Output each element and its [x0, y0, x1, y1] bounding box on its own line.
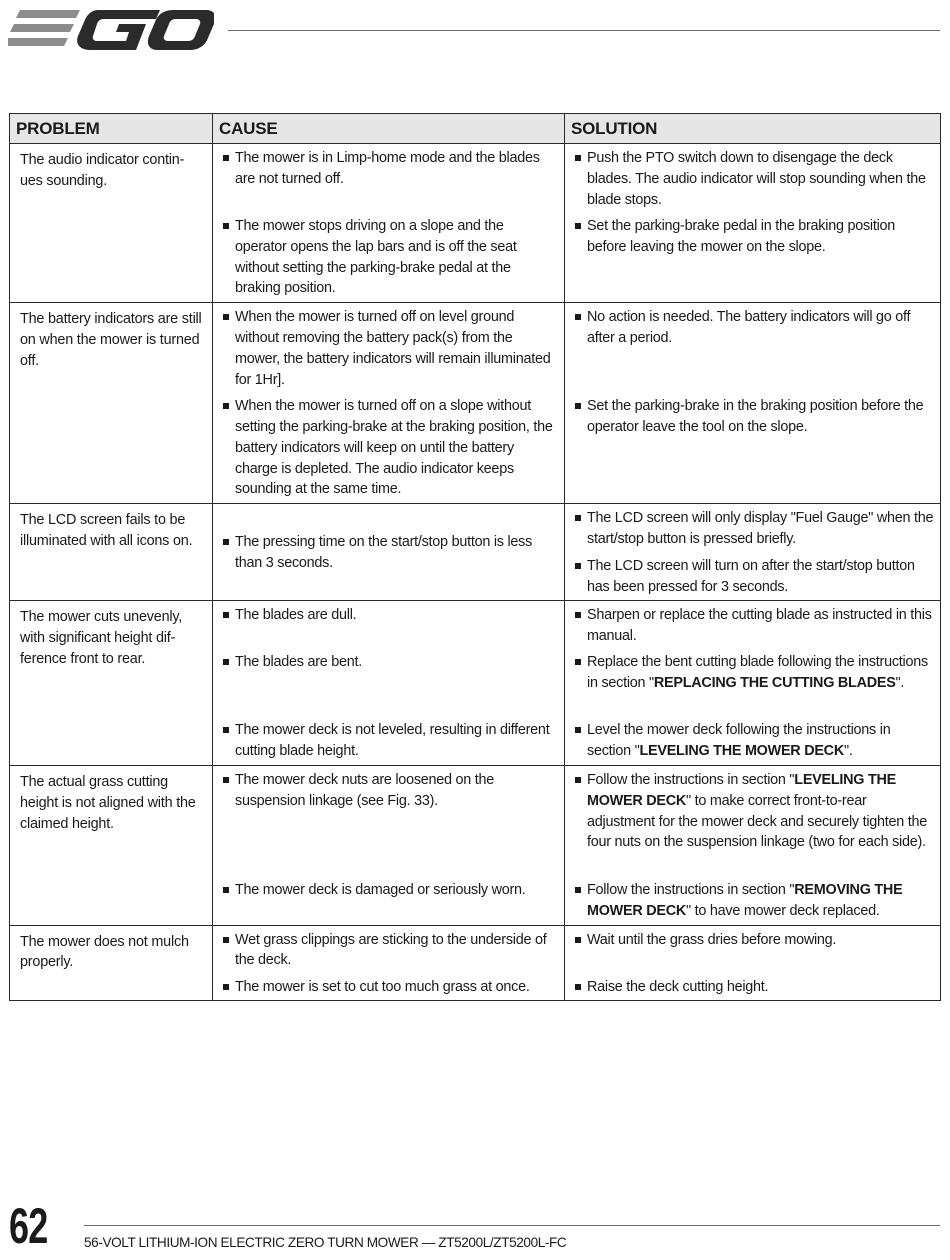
table-row	[10, 504, 941, 601]
column-header-solution: SOLUTION	[565, 114, 941, 144]
solution-item: Wait until the grass dries before mowing.	[573, 930, 934, 971]
solution-item: Set the parking-brake in the braking position before the operator leave the tool on the slope.	[573, 396, 934, 438]
solution-item: The LCD screen will turn on after the start/stop button has been pressed for 3 seconds.	[573, 556, 934, 598]
solution-item: No action is needed. The battery indicators will go off after a period.	[573, 307, 934, 390]
cause-cell	[213, 765, 565, 925]
solution-item: Push the PTO switch down to disengage the deck blades. The audio indicator will stop sounding when the blade stops.	[573, 148, 934, 210]
table-row	[10, 303, 941, 504]
table-header-row	[10, 114, 941, 144]
cause-item: The blades are bent.	[221, 652, 558, 714]
section-reference: REPLACING THE CUTTING BLADES	[653, 675, 896, 692]
cause-item: When the mower is turned off on level ground without removing the battery pack(s) from the mower, the battery indicators will remain illuminated for 1Hr].	[221, 307, 558, 390]
solution-cell	[565, 765, 941, 925]
cause-cell	[213, 601, 565, 766]
solution-item: Raise the deck cutting height.	[573, 977, 934, 998]
cause-item: When the mower is turned off on a slope without setting the parking-brake at the braking position, the battery indicators will keep on until the battery charge is depleted. The audio indicator keeps sounding at the same time.	[221, 396, 558, 500]
solution-item: Replace the bent cutting blade following the instructions in section "REPLACING THE CUTTING BLADES".	[573, 652, 934, 714]
solution-item: Follow the instructions in section "LEVELING THE MOWER DECK" to make correct front-to-rear adjustment for the mower deck and securely tighten the four nuts on the suspension linkage (two for each side).	[573, 770, 934, 874]
page-number: 62	[9, 1198, 48, 1254]
cause-item: The mower deck is damaged or seriously worn.	[221, 880, 558, 901]
cause-cell	[213, 144, 565, 303]
solution-item: The LCD screen will only display "Fuel Gauge" when the start/stop button is pressed briefly.	[573, 508, 934, 550]
problem-cell: The mower does not mulch properly.	[10, 925, 213, 1001]
solution-cell	[565, 601, 941, 766]
table-row	[10, 765, 941, 925]
solution-cell	[565, 504, 941, 601]
ego-logo-icon	[8, 4, 214, 54]
section-reference: REMOVING THE MOWER DECK	[587, 881, 903, 919]
cause-cell	[213, 925, 565, 1001]
problem-cell: The LCD screen fails to be illuminated with all icons on.	[10, 504, 213, 601]
solution-cell	[565, 303, 941, 504]
solution-item: Level the mower deck following the instructions in section "LEVELING THE MOWER DECK".	[573, 720, 934, 762]
solution-item: Sharpen or replace the cutting blade as instructed in this manual.	[573, 605, 934, 646]
cause-item: The mower deck nuts are loosened on the suspension linkage (see Fig. 33).	[221, 770, 558, 874]
cause-item: The blades are dull.	[221, 605, 558, 646]
header-divider	[228, 30, 940, 31]
column-header-cause: CAUSE	[213, 114, 565, 144]
problem-cell: The battery indicators are still on when the mower is turned off.	[10, 303, 213, 504]
column-header-problem: PROBLEM	[10, 114, 213, 144]
footer-title: 56-VOLT LITHIUM-ION ELECTRIC ZERO TURN MOWER — ZT5200L/ZT5200L-FC	[84, 1235, 567, 1250]
table-row	[10, 601, 941, 766]
problem-cell: The actual grass cutting height is not aligned with the claimed height.	[10, 765, 213, 925]
troubleshooting-table	[9, 113, 941, 1001]
cause-item: The mower stops driving on a slope and the operator opens the lap bars and is off the seat without setting the parking-brake pedal at the braking position.	[221, 216, 558, 299]
problem-cell: The mower cuts unevenly, with significant height dif-ference front to rear.	[10, 601, 213, 766]
cause-item: Wet grass clippings are sticking to the underside of the deck.	[221, 930, 558, 971]
problem-cell: The audio indicator contin-ues sounding.	[10, 144, 213, 303]
cause-cell	[213, 303, 565, 504]
solution-cell	[565, 925, 941, 1001]
cause-item: The pressing time on the start/stop button is less than 3 seconds.	[221, 532, 558, 574]
table-row	[10, 925, 941, 1001]
footer-divider	[84, 1225, 940, 1226]
solution-cell	[565, 144, 941, 303]
section-reference: LEVELING THE MOWER DECK	[639, 743, 844, 760]
solution-item: Set the parking-brake pedal in the braking position before leaving the mower on the slope.	[573, 216, 934, 258]
cause-item: The mower is in Limp-home mode and the blades are not turned off.	[221, 148, 558, 210]
section-reference: LEVELING THE MOWER DECK	[587, 771, 897, 809]
cause-item: The mower deck is not leveled, resulting in different cutting blade height.	[221, 720, 558, 762]
cause-cell	[213, 504, 565, 601]
cause-item: The mower is set to cut too much grass at once.	[221, 977, 558, 998]
table-row	[10, 144, 941, 303]
solution-item: Follow the instructions in section "REMOVING THE MOWER DECK" to have mower deck replaced.	[573, 880, 934, 922]
